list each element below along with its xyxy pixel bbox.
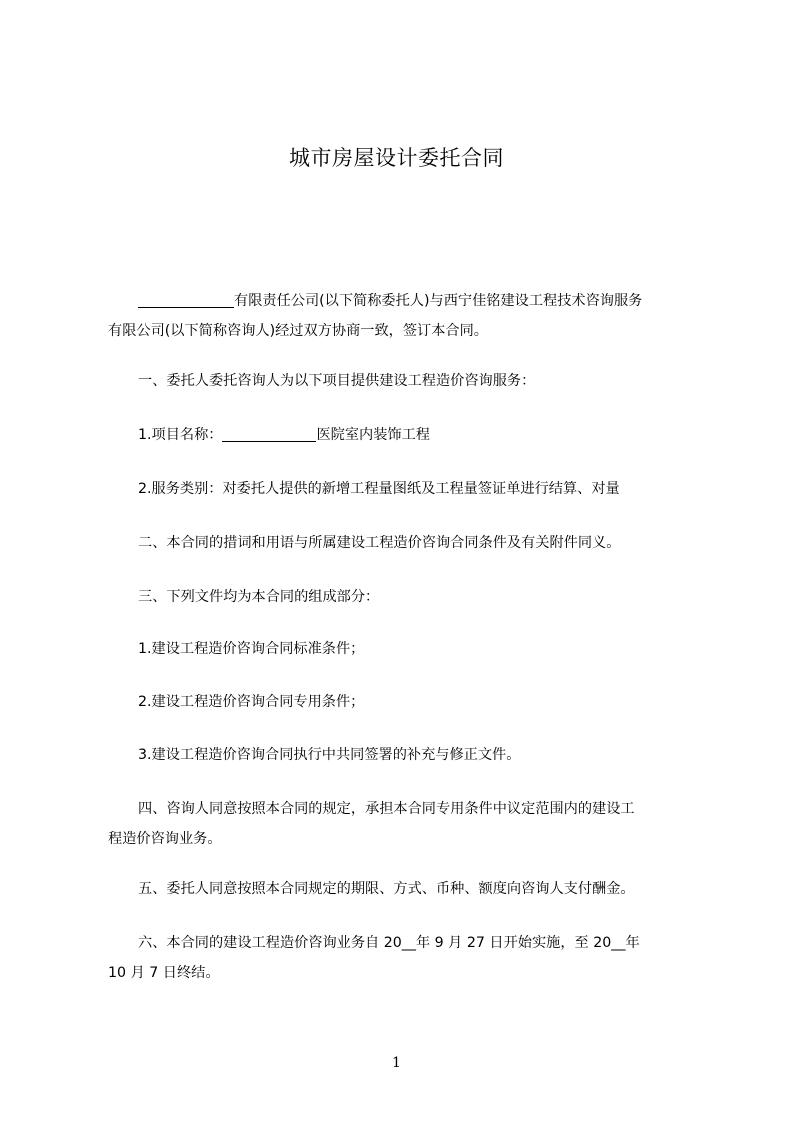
section-6-line-1: 六、本合同的建设工程造价咨询业务自 20__年 9 月 27 日开始实施，至 20__年	[138, 935, 640, 951]
intro-line-1	[108, 286, 700, 316]
intro-line-2: 有限公司(以下简称咨询人)经过双方协商一致，签订本合同。	[108, 323, 488, 339]
section-3-heading: 三、下列文件均为本合同的组成部分：	[138, 589, 380, 605]
intro-line-1-text: 有限责任公司(以下简称委托人)与西宁佳铭建设工程技术咨询服务	[234, 293, 643, 309]
section-4-line-1: 四、咨询人同意按照本合同的规定，承担本合同专用条件中议定范围内的建设工	[138, 801, 635, 817]
project-name-blank	[222, 424, 316, 442]
section-4-paragraph	[108, 794, 700, 854]
section-5-paragraph: 五、委托人同意按照本合同规定的期限、方式、币种、额度向咨询人支付酬金。	[138, 881, 635, 897]
section-1-heading: 一、委托人委托咨询人为以下项目提供建设工程造价咨询服务：	[138, 373, 536, 389]
section-6-paragraph	[108, 928, 700, 988]
component-document-2: 2.建设工程造价咨询合同专用条件；	[138, 694, 365, 710]
item-project-name-label: 1.项目名称：	[138, 427, 223, 443]
item-project-name-value: 医院室内装饰工程	[316, 427, 430, 443]
component-document-1: 1.建设工程造价咨询合同标准条件；	[138, 641, 365, 657]
page-number: 1	[392, 1055, 401, 1071]
company-name-blank	[138, 290, 234, 308]
item-service-type: 2.服务类别：对委托人提供的新增工程量图纸及工程量签证单进行结算、对量	[138, 481, 620, 497]
section-2-paragraph: 二、本合同的措词和用语与所属建设工程造价咨询合同条件及有关附件同义。	[138, 535, 621, 551]
section-6-line-2: 10 月 7 日终结。	[108, 965, 220, 981]
document-title: 城市房屋设计委托合同	[289, 146, 504, 170]
section-4-line-2: 程造价咨询业务。	[108, 831, 222, 847]
item-project-name	[108, 420, 730, 450]
component-document-3: 3.建设工程造价咨询合同执行中共同签署的补充与修正文件。	[138, 747, 521, 763]
intro-paragraph	[108, 286, 700, 346]
